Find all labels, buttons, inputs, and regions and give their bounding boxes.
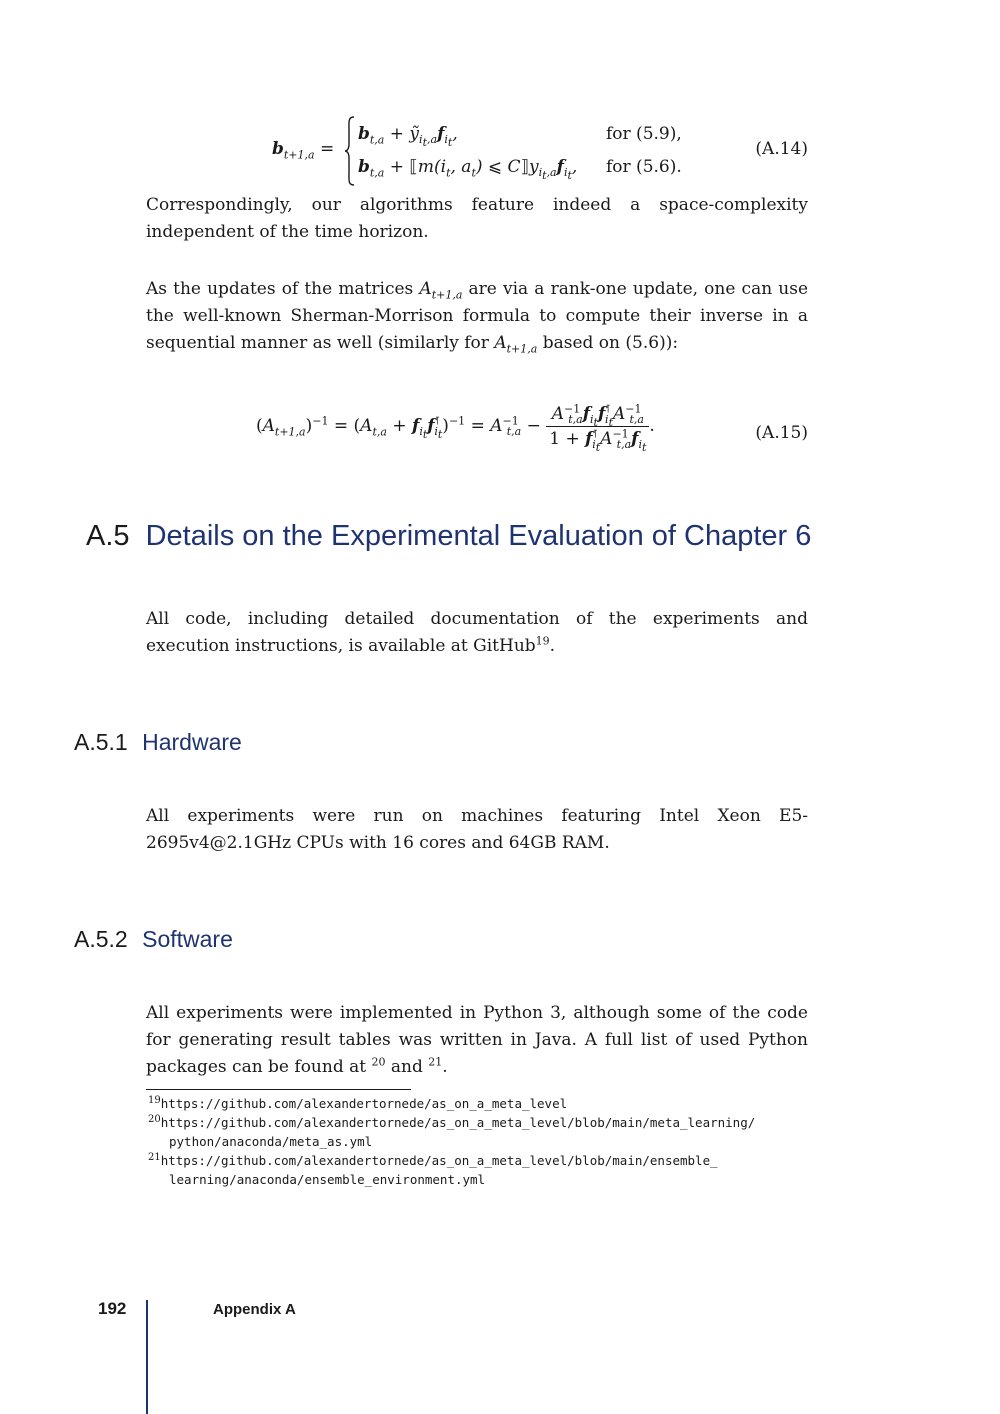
subsection-heading-a51 (74, 729, 242, 756)
matrix-symbol: $A_{t+1,a}$ (494, 333, 538, 356)
paragraph-text: All code, including detailed documentation of the experiments and execution instructions, is available at GitHub (146, 609, 808, 656)
equation-a14-condition-2: for (5.6). (606, 157, 682, 177)
equation-a14-case1: $b_{t,a}$ + $ỹ_{i_t,a}f_{i_t}$, (358, 124, 458, 150)
section-title: Details on the Experimental Evaluation of Chapter 6 (145, 520, 812, 552)
section-heading-a5 (86, 520, 811, 553)
footnote-mark: 21 (148, 1151, 161, 1163)
footnote-ref[interactable]: 20 (371, 1055, 386, 1069)
paragraph-code-availability (146, 606, 808, 660)
paragraph-text: As the updates of the matrices (146, 279, 414, 299)
footnote-divider (146, 1089, 411, 1090)
footnote-link[interactable]: https://github.com/alexandertornede/as_on_a_meta_level/blob/main/meta_learning/ (160, 1115, 756, 1130)
equation-a14-lhs: $b_{t+1,a}$ = (272, 139, 335, 162)
equation-a14-case2: $b_{t,a}$ + $⟦m(i_t$, $a_t$) ⩽ $C⟧y_{i_t,a}f_{i_t}$, (358, 157, 578, 183)
subsection-number: A.5.2 (74, 926, 128, 952)
footnote-link-continued[interactable]: python/anaconda/meta_as.yml (169, 1134, 373, 1149)
paragraph-text: All experiments were implemented in Python 3, although some of the code for generating result tables was written in Java. A full list of used Python packages can be found at (146, 1003, 808, 1077)
subsection-title: Hardware (142, 729, 242, 755)
subsection-heading-a52 (74, 926, 233, 953)
paragraph-text: and (390, 1057, 423, 1077)
paragraph-text: are via a rank-one update, one can use the well-known Sherman-Morrison formula to compute their inverse in a sequential manner as well (similarly for (146, 279, 809, 353)
footnote-link[interactable]: https://github.com/alexandertornede/as_on_a_meta_level (160, 1096, 568, 1111)
footnote-21 (148, 1151, 828, 1189)
subsection-number: A.5.1 (74, 729, 128, 755)
paragraph-hardware: All experiments were run on machines featuring Intel Xeon E5-2695v4@2.1GHz CPUs with 16 cores and 64GB RAM. (146, 806, 808, 853)
paragraph-text: . (442, 1057, 448, 1077)
running-title: Appendix A (213, 1301, 296, 1318)
footnote-20 (148, 1113, 828, 1151)
equation-a15: $(A_{t+1,a})^{-1} = (A_{t,a} + f_{i_t}f^⊺_{i_t})^{-1} = A^{-1}_{t,a}$ − $\frac{A^{-1}_{t,a}f_{i_t}f^⊺_{i_t}A^{-1}_{t,a}}{1 + f^⊺_{i_t}A^{-1}_{t,a}f_{i_t}}$ . (256, 402, 655, 455)
footer-divider (146, 1300, 148, 1414)
left-brace-icon (344, 116, 355, 186)
paragraph-text: based on (5.6)): (542, 333, 679, 353)
footnote-mark: 19 (148, 1094, 161, 1106)
paragraph-sherman-morrison (146, 276, 808, 357)
footnote-ref[interactable]: 19 (535, 634, 550, 648)
footnote-link[interactable]: https://github.com/alexandertornede/as_on_a_meta_level/blob/main/ensemble_ (160, 1153, 718, 1168)
footnote-link-continued[interactable]: learning/anaconda/ensemble_environment.yml (169, 1172, 486, 1187)
footnotes (148, 1094, 828, 1189)
paragraph-text: . (549, 636, 556, 656)
equation-a14-condition-1: for (5.9), (606, 124, 682, 144)
equation-a14-number: (A.14) (755, 139, 808, 159)
section-number: A.5 (86, 520, 130, 552)
equation-a15-number: (A.15) (755, 423, 808, 443)
matrix-symbol: $A_{t+1,a}$ (419, 279, 463, 302)
footnote-mark: 20 (148, 1113, 161, 1125)
paragraph-space-complexity: Correspondingly, our algorithms feature indeed a space-complexity independent of the time horizon. (146, 195, 808, 242)
page-number: 192 (98, 1299, 127, 1318)
paragraph-software (146, 1000, 808, 1081)
footnote-19 (148, 1094, 828, 1113)
footnote-ref[interactable]: 21 (428, 1055, 443, 1069)
subsection-title: Software (142, 926, 233, 952)
